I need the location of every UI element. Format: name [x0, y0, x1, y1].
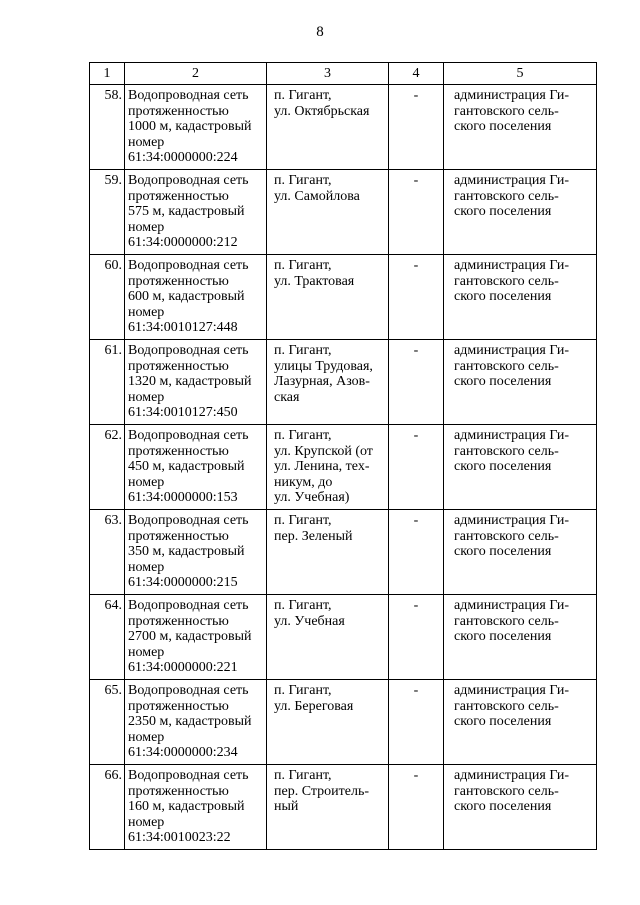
owner-line: ского поселения	[454, 799, 552, 814]
object-name-line: номер	[128, 729, 165, 745]
address-line: пер. Строитель-	[274, 783, 370, 799]
object-name-line: 2350 м, кадастровый	[128, 714, 252, 729]
object-name-line: Водопроводная сеть	[128, 173, 249, 188]
owner-line: ского поселения	[454, 204, 552, 219]
owner-line: ского поселения	[454, 714, 552, 729]
address-cell	[267, 85, 389, 170]
address-cell	[267, 340, 389, 425]
object-name-line: протяженностью	[128, 698, 229, 714]
row-number-cell: 66.	[90, 765, 125, 850]
address-line: ул. Крупской (от	[274, 443, 373, 459]
owner-line: администрация Ги-	[454, 88, 570, 103]
object-name-line: номер	[128, 219, 165, 235]
address-line: п. Гигант,	[274, 768, 332, 783]
owner-line: администрация Ги-	[454, 428, 570, 443]
object-name-line: Водопроводная сеть	[128, 768, 249, 783]
owner-cell	[444, 170, 597, 255]
column-4-cell: -	[389, 85, 444, 170]
address-line: пер. Зеленый	[274, 528, 353, 544]
object-name-line: номер	[128, 559, 165, 575]
object-name-line: Водопроводная сеть	[128, 683, 249, 698]
address-line: ул. Трактовая	[274, 273, 355, 289]
column-4-cell: -	[389, 595, 444, 680]
address-cell	[267, 680, 389, 765]
row-number-cell: 65.	[90, 680, 125, 765]
owner-cell	[444, 595, 597, 680]
column-4-cell: -	[389, 255, 444, 340]
object-name-line: Водопроводная сеть	[128, 428, 249, 443]
object-name-line: 160 м, кадастровый	[128, 799, 245, 814]
table-row	[90, 85, 597, 170]
table-row	[90, 680, 597, 765]
column-4-cell: -	[389, 340, 444, 425]
object-name-line: 575 м, кадастровый	[128, 204, 245, 219]
table-row	[90, 765, 597, 850]
object-name-line: номер	[128, 814, 165, 830]
column-4-cell: -	[389, 170, 444, 255]
address-cell	[267, 510, 389, 595]
address-line: ул. Учебная)	[274, 490, 350, 505]
page-number: 8	[316, 24, 324, 40]
address-line: п. Гигант,	[274, 513, 332, 528]
object-name-cell	[125, 255, 267, 340]
owner-line: гантовского сель-	[454, 698, 559, 714]
address-cell	[267, 425, 389, 510]
object-name-line: протяженностью	[128, 358, 229, 374]
table-row	[90, 595, 597, 680]
owner-line: гантовского сель-	[454, 358, 559, 374]
table-row	[90, 255, 597, 340]
object-name-line: протяженностью	[128, 103, 229, 119]
row-number-cell: 63.	[90, 510, 125, 595]
owner-line: администрация Ги-	[454, 258, 570, 273]
owner-line: администрация Ги-	[454, 683, 570, 698]
object-name-line: 61:34:0000000:221	[128, 660, 238, 675]
object-name-cell	[125, 85, 267, 170]
owner-line: ского поселения	[454, 289, 552, 304]
owner-line: гантовского сель-	[454, 613, 559, 629]
owner-line: ского поселения	[454, 459, 552, 474]
column-4-cell: -	[389, 510, 444, 595]
owner-line: ского поселения	[454, 119, 552, 134]
object-name-line: номер	[128, 644, 165, 660]
address-line: ул. Октябрьская	[274, 103, 370, 119]
object-name-line: номер	[128, 304, 165, 320]
address-line: улицы Трудовая,	[274, 358, 373, 374]
owner-cell	[444, 510, 597, 595]
object-name-cell	[125, 170, 267, 255]
object-name-line: протяженностью	[128, 613, 229, 629]
owner-line: администрация Ги-	[454, 173, 570, 188]
owner-line: ского поселения	[454, 374, 552, 389]
object-name-line: Водопроводная сеть	[128, 513, 249, 528]
address-cell	[267, 765, 389, 850]
object-name-line: 61:34:0000000:234	[128, 745, 238, 760]
object-name-cell	[125, 340, 267, 425]
owner-line: администрация Ги-	[454, 768, 570, 783]
table-row	[90, 340, 597, 425]
object-name-cell	[125, 595, 267, 680]
object-name-line: номер	[128, 474, 165, 490]
owner-cell	[444, 340, 597, 425]
object-name-line: 61:34:0000000:212	[128, 235, 238, 250]
address-line: ул. Самойлова	[274, 188, 360, 204]
table-body	[90, 63, 597, 850]
object-name-line: 2700 м, кадастровый	[128, 629, 252, 644]
owner-cell	[444, 765, 597, 850]
row-number-cell: 58.	[90, 85, 125, 170]
column-header-2: 2	[125, 63, 267, 85]
owner-line: гантовского сель-	[454, 783, 559, 799]
row-number-cell: 61.	[90, 340, 125, 425]
object-name-cell	[125, 425, 267, 510]
column-4-cell: -	[389, 765, 444, 850]
address-line: п. Гигант,	[274, 173, 332, 188]
object-name-line: 1000 м, кадастровый	[128, 119, 252, 134]
address-cell	[267, 170, 389, 255]
address-line: никум, до	[274, 474, 333, 490]
owner-line: ского поселения	[454, 629, 552, 644]
address-line: ул. Учебная	[274, 613, 345, 629]
object-name-line: 61:34:0000000:215	[128, 575, 238, 590]
object-name-line: Водопроводная сеть	[128, 598, 249, 613]
owner-line: администрация Ги-	[454, 343, 570, 358]
column-header-5: 5	[444, 63, 597, 85]
owner-line: гантовского сель-	[454, 188, 559, 204]
address-line: п. Гигант,	[274, 598, 332, 613]
row-number-cell: 62.	[90, 425, 125, 510]
object-name-line: номер	[128, 134, 165, 150]
owner-line: гантовского сель-	[454, 273, 559, 289]
object-name-line: протяженностью	[128, 783, 229, 799]
column-4-cell: -	[389, 680, 444, 765]
owner-line: гантовского сель-	[454, 443, 559, 459]
object-name-line: номер	[128, 389, 165, 405]
owner-cell	[444, 680, 597, 765]
row-number-cell: 64.	[90, 595, 125, 680]
column-header-3: 3	[267, 63, 389, 85]
object-name-line: 61:34:0010127:448	[128, 320, 238, 335]
address-line: Лазурная, Азов-	[274, 374, 370, 389]
object-name-line: 61:34:0010127:450	[128, 405, 238, 420]
object-name-cell	[125, 765, 267, 850]
object-name-line: Водопроводная сеть	[128, 343, 249, 358]
row-number-cell: 59.	[90, 170, 125, 255]
address-line: ская	[274, 389, 300, 405]
owner-line: администрация Ги-	[454, 513, 570, 528]
owner-line: гантовского сель-	[454, 103, 559, 119]
column-4-cell: -	[389, 425, 444, 510]
column-header-4: 4	[389, 63, 444, 85]
address-line: п. Гигант,	[274, 88, 332, 103]
address-line: ул. Береговая	[274, 698, 354, 714]
object-name-line: протяженностью	[128, 273, 229, 289]
address-line: п. Гигант,	[274, 428, 332, 443]
address-line: ный	[274, 799, 299, 814]
owner-cell	[444, 255, 597, 340]
object-name-line: 61:34:0000000:224	[128, 150, 238, 165]
object-name-cell	[125, 680, 267, 765]
header-row	[90, 63, 597, 85]
column-header-1: 1	[90, 63, 125, 85]
object-name-line: 350 м, кадастровый	[128, 544, 245, 559]
object-name-line: 61:34:0000000:153	[128, 490, 238, 505]
object-name-line: 61:34:0010023:22	[128, 830, 231, 845]
address-line: п. Гигант,	[274, 343, 332, 358]
object-name-line: протяженностью	[128, 443, 229, 459]
owner-cell	[444, 85, 597, 170]
address-line: п. Гигант,	[274, 683, 332, 698]
row-number-cell: 60.	[90, 255, 125, 340]
property-register-table	[89, 62, 597, 850]
object-name-line: протяженностью	[128, 188, 229, 204]
address-line: ул. Ленина, тех-	[274, 459, 370, 474]
object-name-line: 1320 м, кадастровый	[128, 374, 252, 389]
owner-line: гантовского сель-	[454, 528, 559, 544]
address-cell	[267, 255, 389, 340]
owner-line: администрация Ги-	[454, 598, 570, 613]
object-name-line: 450 м, кадастровый	[128, 459, 245, 474]
object-name-line: Водопроводная сеть	[128, 88, 249, 103]
table-row	[90, 170, 597, 255]
owner-cell	[444, 425, 597, 510]
table-row	[90, 510, 597, 595]
address-cell	[267, 595, 389, 680]
table-row	[90, 425, 597, 510]
object-name-line: 600 м, кадастровый	[128, 289, 245, 304]
object-name-line: Водопроводная сеть	[128, 258, 249, 273]
owner-line: ского поселения	[454, 544, 552, 559]
address-line: п. Гигант,	[274, 258, 332, 273]
object-name-line: протяженностью	[128, 528, 229, 544]
object-name-cell	[125, 510, 267, 595]
